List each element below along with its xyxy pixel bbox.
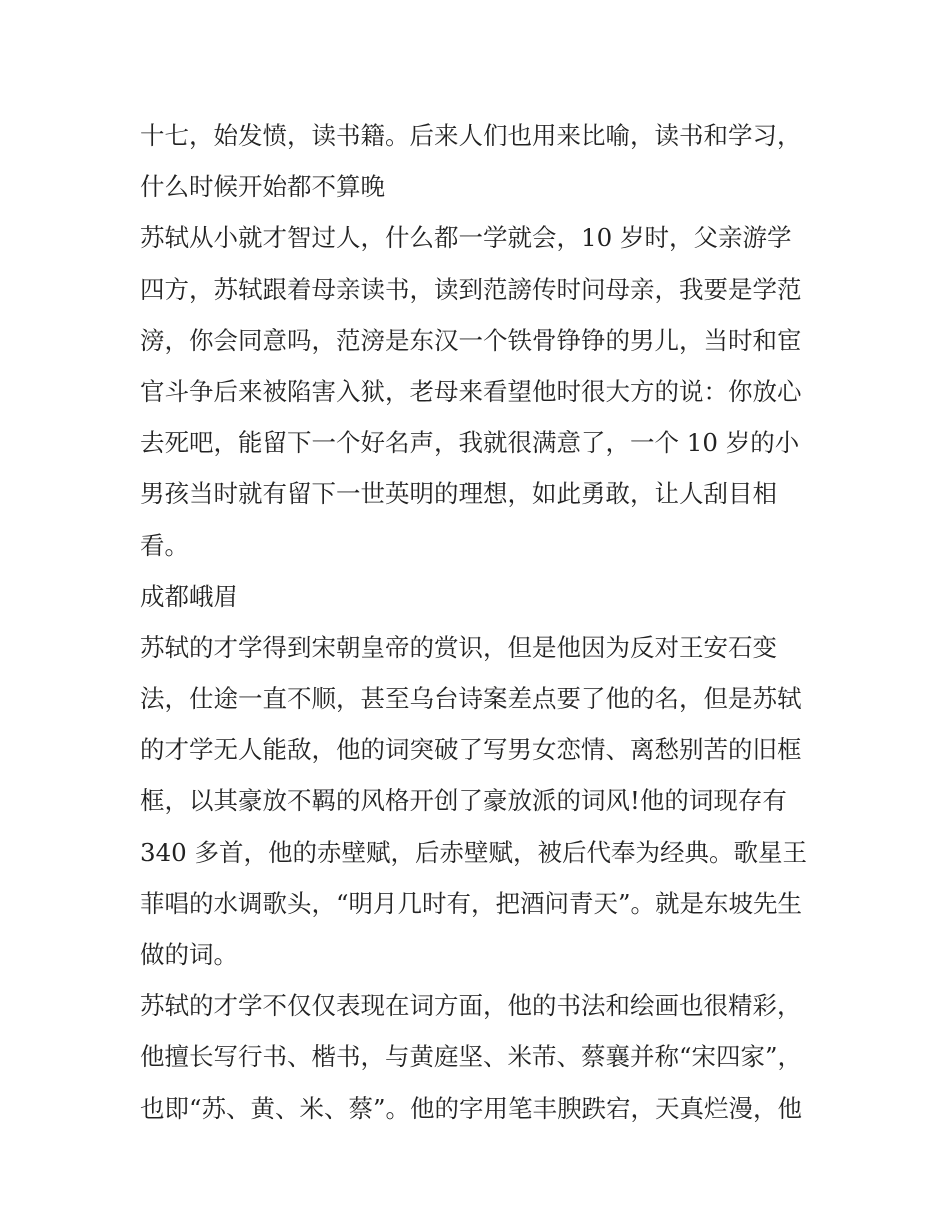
text-line: 去死吧，能留下一个好名声，我就很满意了，一个 10 岁的小 xyxy=(140,428,800,458)
text-line: 苏轼的才学得到宋朝皇帝的赏识，但是他因为反对王安石变 xyxy=(140,632,777,662)
document-body xyxy=(140,110,820,1134)
text-line: 苏轼的才学不仅仅表现在词方面，他的书法和绘画也很精彩， xyxy=(140,991,802,1021)
text-line: 的才学无人能敌，他的词突破了写男女恋情、离愁别苦的旧框 xyxy=(140,735,802,765)
text-line: 男孩当时就有留下一世英明的理想，如此勇敢，让人刮目相 xyxy=(140,479,777,509)
section-heading: 成都峨眉 xyxy=(140,581,238,611)
text-line: 苏轼从小就才智过人，什么都一学就会，10 岁时，父亲游学 xyxy=(140,223,792,253)
text-line: 他擅长写行书、楷书，与黄庭坚、米芾、蔡襄并称“宋四家”， xyxy=(140,1042,803,1072)
text-line: 官斗争后来被陷害入狱，老母来看望他时很大方的说：你放心 xyxy=(140,376,802,406)
text-line: 什么时候开始都不算晚 xyxy=(140,172,385,202)
text-line: 十七，始发愤，读书籍。后来人们也用来比喻，读书和学习， xyxy=(140,121,802,150)
text-line: 滂，你会同意吗，范滂是东汉一个铁骨铮铮的男儿，当时和宦 xyxy=(140,325,802,355)
text-line: 看。 xyxy=(140,530,189,560)
text-line: 菲唱的水调歌头，“明月几时有，把酒问青天”。就是东坡先生 xyxy=(140,888,803,918)
text-line: 框，以其豪放不羁的风格开创了豪放派的词风!他的词现存有 xyxy=(140,786,787,816)
text-line: 四方，苏轼跟着母亲读书，读到范謗传时问母亲，我要是学范 xyxy=(140,274,802,304)
text-line: 340 多首，他的赤壁赋，后赤壁赋，被后代奉为经典。歌星王 xyxy=(140,837,808,867)
text-line: 法，仕途一直不顺，甚至乌台诗案差点要了他的名，但是苏轼 xyxy=(140,684,802,714)
text-line: 做的词。 xyxy=(140,940,238,969)
text-line: 也即“苏、黄、米、蔡”。他的字用笔丰腴跌宕，天真烂漫，他 xyxy=(140,1093,803,1123)
